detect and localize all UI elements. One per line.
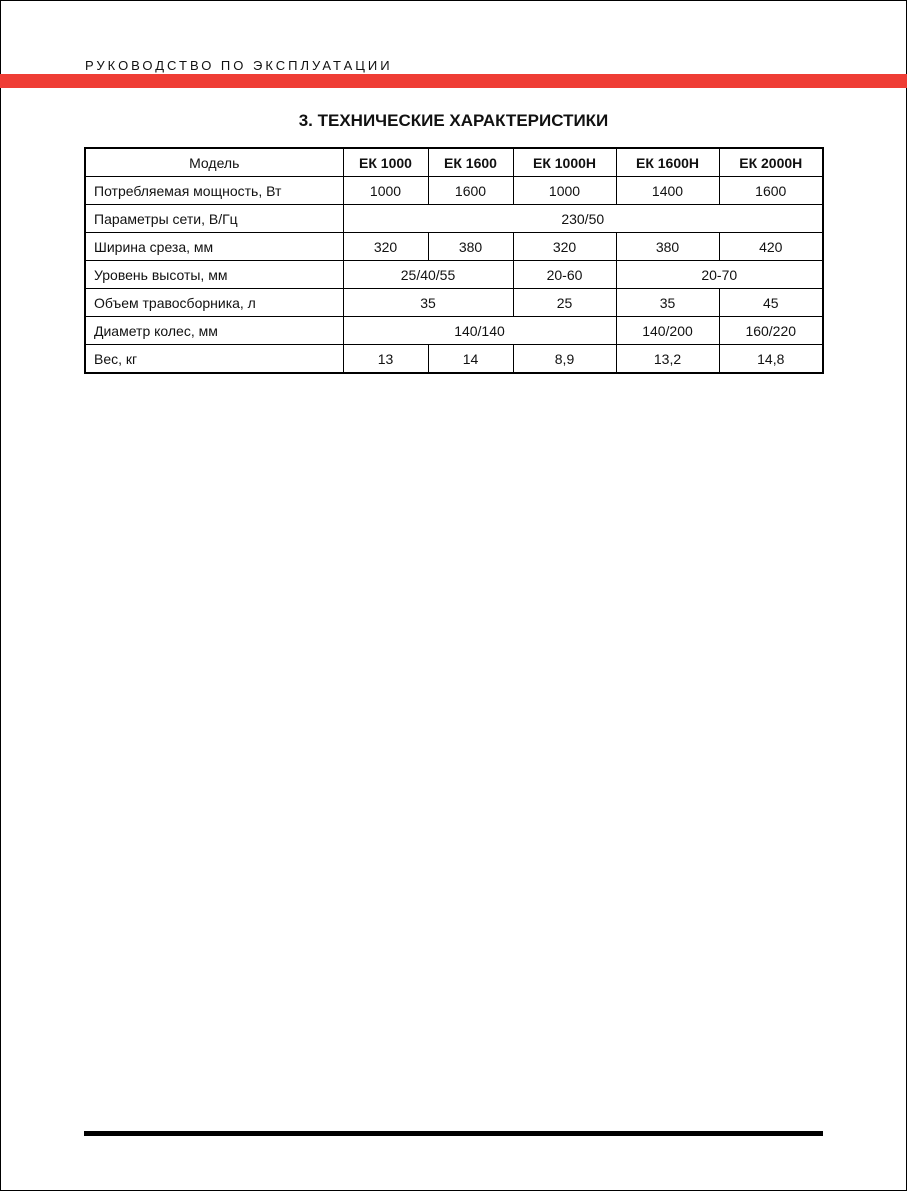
- value-cell: 13: [343, 345, 428, 374]
- param-column-header: Модель: [85, 148, 343, 177]
- model-header-ek1000h: ЕК 1000Н: [513, 148, 616, 177]
- table-row: [85, 177, 823, 205]
- value-cell: 380: [428, 233, 513, 261]
- model-header-ek1000: ЕК 1000: [343, 148, 428, 177]
- value-cell: 45: [719, 289, 823, 317]
- header-red-stripe: [0, 74, 907, 88]
- footer-rule: [84, 1131, 823, 1136]
- value-cell: 14: [428, 345, 513, 374]
- param-name-cell: Объем травосборника, л: [85, 289, 343, 317]
- param-name-cell: Потребляемая мощность, Вт: [85, 177, 343, 205]
- table-row: [85, 289, 823, 317]
- value-cell: 1600: [428, 177, 513, 205]
- model-header-ek1600h: ЕК 1600Н: [616, 148, 719, 177]
- value-cell: 20-60: [513, 261, 616, 289]
- value-cell: 35: [616, 289, 719, 317]
- table-row: [85, 233, 823, 261]
- param-name-cell: Уровень высоты, мм: [85, 261, 343, 289]
- value-cell: 25: [513, 289, 616, 317]
- model-header-ek1600: ЕК 1600: [428, 148, 513, 177]
- table-header-row: [85, 148, 823, 177]
- table-row: [85, 261, 823, 289]
- model-header-ek2000h: ЕК 2000Н: [719, 148, 823, 177]
- section-title: 3. ТЕХНИЧЕСКИЕ ХАРАКТЕРИСТИКИ: [298, 111, 609, 130]
- value-cell: 14,8: [719, 345, 823, 374]
- value-cell: 1000: [513, 177, 616, 205]
- table-row: [85, 317, 823, 345]
- table-row: [85, 205, 823, 233]
- value-cell: 13,2: [616, 345, 719, 374]
- value-cell: 35: [343, 289, 513, 317]
- value-cell: 140/140: [343, 317, 616, 345]
- param-name-cell: Параметры сети, В/Гц: [85, 205, 343, 233]
- table-body: [85, 177, 823, 374]
- value-cell: 1600: [719, 177, 823, 205]
- value-cell: 8,9: [513, 345, 616, 374]
- value-cell: 1400: [616, 177, 719, 205]
- param-name-cell: Вес, кг: [85, 345, 343, 374]
- value-cell: 20-70: [616, 261, 823, 289]
- specifications-table: [84, 147, 824, 374]
- value-cell: 320: [343, 233, 428, 261]
- value-cell: 380: [616, 233, 719, 261]
- value-cell: 230/50: [343, 205, 823, 233]
- value-cell: 160/220: [719, 317, 823, 345]
- value-cell: 420: [719, 233, 823, 261]
- value-cell: 140/200: [616, 317, 719, 345]
- param-name-cell: Диаметр колес, мм: [85, 317, 343, 345]
- value-cell: 320: [513, 233, 616, 261]
- document-header-label: РУКОВОДСТВО ПО ЭКСПЛУАТАЦИИ: [85, 58, 393, 73]
- value-cell: 25/40/55: [343, 261, 513, 289]
- table-row: [85, 345, 823, 374]
- param-name-cell: Ширина среза, мм: [85, 233, 343, 261]
- value-cell: 1000: [343, 177, 428, 205]
